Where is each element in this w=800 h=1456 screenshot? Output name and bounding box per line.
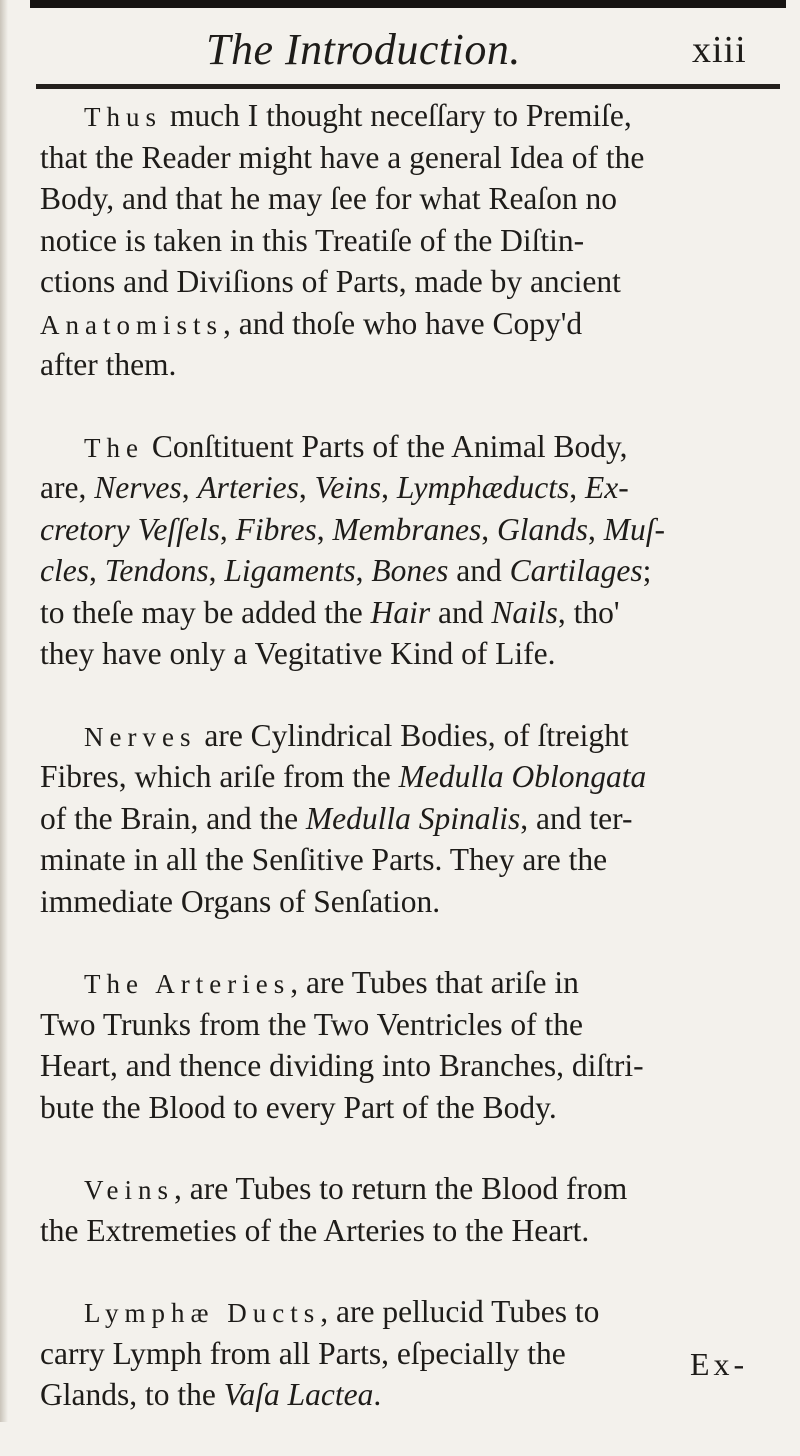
text-run: they have only a Vegitative Kind of Life. — [40, 636, 556, 671]
italic-term: Membranes — [332, 511, 482, 547]
text-line — [40, 1004, 750, 1046]
small-caps-term: Veins — [84, 1175, 174, 1205]
text-line — [40, 881, 750, 923]
text-run: , and ter- — [520, 800, 633, 836]
text-line — [40, 467, 750, 509]
text-line — [40, 592, 750, 634]
italic-term: Bones — [371, 553, 449, 588]
text-run: notice is taken in this Treatiſe of the Diſtin- — [40, 222, 585, 258]
text-run: Fibres, which ariſe from the — [40, 759, 399, 794]
text-run: carry Lymph from all Parts, eſpecially the — [40, 1335, 566, 1371]
text-line — [40, 1168, 750, 1210]
paragraph — [40, 426, 750, 675]
text-line — [40, 344, 750, 386]
text-line — [40, 1291, 750, 1333]
italic-term: Ligaments — [224, 553, 356, 588]
text-line — [40, 1333, 750, 1375]
text-line — [40, 95, 750, 137]
text-run: . — [373, 1377, 382, 1412]
text-run: , — [219, 511, 236, 547]
text-run: , are Tubes to return the Blood from — [174, 1171, 628, 1206]
text-line — [40, 178, 750, 220]
running-head — [0, 24, 800, 80]
text-run: , — [481, 511, 497, 547]
text-run: , — [88, 553, 105, 588]
text-line — [40, 839, 750, 881]
text-run: , — [569, 470, 585, 505]
text-run: of the Brain, and the — [40, 800, 306, 836]
text-line — [40, 633, 750, 675]
text-line — [40, 261, 750, 303]
text-run: are Cylindrical Bodies, of ſtreight — [196, 717, 629, 753]
italic-term: Medulla Oblongata — [398, 759, 647, 794]
small-caps-term: The Arteries — [84, 969, 291, 999]
text-run: to theſe may be added the — [40, 594, 371, 630]
text-run: and — [448, 553, 510, 588]
text-run: , are pellucid Tubes to — [320, 1294, 600, 1329]
text-run: , — [587, 511, 604, 547]
paragraph — [40, 962, 750, 1128]
paragraph — [40, 95, 750, 386]
italic-term: Arteries — [197, 470, 299, 505]
text-run: minate in all the Senſitive Parts. They are the — [40, 842, 608, 877]
text-line — [40, 962, 750, 1004]
page-gutter-shadow — [0, 0, 8, 1422]
text-run: , — [208, 553, 225, 588]
top-ornamental-rule — [30, 0, 786, 8]
text-run: ; — [642, 553, 652, 588]
text-line — [40, 1374, 750, 1416]
text-run: , are Tubes that ariſe in — [290, 965, 579, 1000]
italic-term: Tendons — [104, 553, 209, 588]
text-line — [40, 426, 750, 468]
italic-term: Nails — [491, 594, 558, 630]
italic-term: Medulla Spinalis — [305, 800, 521, 836]
text-line — [40, 1045, 750, 1087]
text-line — [40, 550, 750, 592]
text-run: , — [298, 470, 315, 505]
text-run: Conſtituent Parts of the Animal Body, — [143, 428, 628, 464]
text-run: , — [316, 511, 333, 547]
text-line — [40, 509, 750, 551]
text-run: and — [430, 594, 492, 630]
text-line — [40, 137, 750, 179]
text-run: the Extremeties of the Arteries to the Heart. — [40, 1212, 590, 1248]
text-run: Heart, and thence dividing into Branches, diſtri- — [40, 1048, 644, 1083]
text-line — [40, 715, 750, 757]
italic-term: Fibres — [235, 511, 317, 547]
text-line — [40, 798, 750, 840]
catchword: Ex- — [690, 1346, 749, 1382]
small-caps-term: Lymphæ Ducts — [84, 1298, 321, 1328]
text-run: Body, and that he may ſee for what Reaſon no — [40, 181, 618, 216]
text-run: , — [355, 553, 372, 588]
small-caps-term: Nerves — [84, 721, 197, 752]
text-run: , tho' — [557, 594, 620, 630]
text-run: much I thought neceſſary to Premiſe, — [162, 98, 632, 133]
italic-term: cretory Veſſels — [40, 511, 220, 547]
header-rule — [36, 84, 780, 89]
italic-term: Glands — [496, 511, 588, 547]
text-run: ctions and Diviſions of Parts, made by ancient — [40, 264, 621, 299]
italic-term: Cartilages — [509, 553, 643, 588]
italic-term: Nerves — [94, 470, 182, 505]
small-caps-term: Thus — [84, 102, 162, 132]
italic-term: Lymphæducts — [396, 470, 570, 505]
italic-term: Muſ- — [603, 511, 665, 547]
paragraph — [40, 1168, 750, 1251]
small-caps-term: Anatomists — [40, 309, 224, 340]
text-run: that the Reader might have a general Idea of the — [40, 139, 645, 175]
text-run: are, — [40, 470, 95, 505]
text-line — [40, 1087, 750, 1129]
text-run: Two Trunks from the Two Ventricles of the — [40, 1006, 584, 1042]
text-run: , — [181, 470, 198, 505]
body-text — [40, 95, 750, 1456]
text-run: immediate Organs of Senſation. — [40, 883, 441, 919]
italic-term: Veins — [314, 470, 382, 505]
text-run: bute the Blood to every Part of the Body. — [40, 1089, 557, 1125]
text-line — [40, 220, 750, 262]
text-run: Glands, to the — [40, 1377, 224, 1412]
italic-term: cles — [40, 553, 89, 588]
paragraph — [40, 715, 750, 923]
italic-term: Ex- — [584, 470, 629, 505]
text-run: , — [381, 470, 397, 505]
small-caps-term: The — [84, 432, 144, 463]
text-line — [40, 756, 750, 798]
text-line — [40, 1210, 750, 1252]
running-head-title: The Introduction. — [206, 25, 521, 74]
italic-term: Vaſa Lactea — [223, 1377, 374, 1412]
text-line — [40, 303, 750, 345]
text-run: after them. — [40, 347, 177, 382]
paragraph — [40, 1291, 750, 1416]
text-run: , and thoſe who have Copy'd — [223, 305, 583, 341]
italic-term: Hair — [370, 594, 431, 630]
page-number: xiii — [692, 29, 747, 71]
